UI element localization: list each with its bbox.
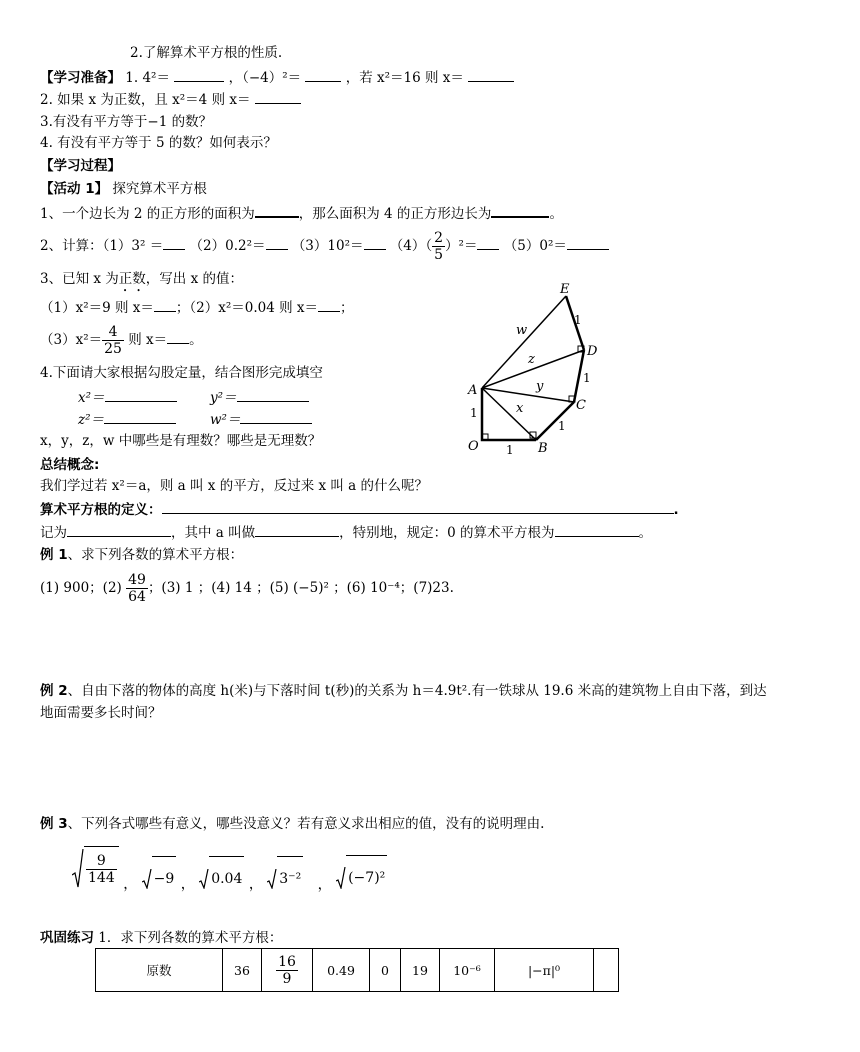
blank-field[interactable] (255, 90, 301, 104)
activity1-heading (40, 180, 207, 198)
blank-field[interactable] (318, 298, 340, 312)
ex1-heading (40, 546, 243, 564)
radical-sign-icon (142, 869, 152, 889)
ex3-radicals (72, 846, 387, 907)
blank-field[interactable] (305, 68, 341, 82)
label-w: w (516, 323, 528, 338)
prep-q1a: 1. 4²＝ (125, 70, 170, 86)
a3-p3-text: （3）x²＝ (40, 332, 103, 348)
blank-field[interactable] (163, 236, 185, 250)
blank-field[interactable] (104, 410, 176, 424)
fraction: $\frac{2}{5}$ (434, 230, 444, 263)
a1-end: 。 (549, 206, 563, 222)
a2-p4b: ）²＝ (445, 238, 478, 254)
a3-p3 (40, 320, 203, 360)
a1-text2: ，那么面积为 4 的正方形边长为 (298, 206, 492, 222)
practice-text: 1．求下列各数的算术平方根： (94, 930, 283, 946)
separator: ， (123, 876, 138, 893)
label-one: 1 (506, 443, 514, 457)
notation-line (40, 523, 652, 542)
table-cell: |−π|⁰ (495, 949, 594, 992)
radical-expression: −9 (142, 856, 177, 901)
definition-label: 算术平方根的定义： (40, 502, 162, 518)
radical-sign-icon (72, 849, 84, 889)
blank-field[interactable] (67, 523, 171, 537)
table-header-cell: 原数 (96, 949, 223, 992)
blank-field[interactable] (154, 298, 176, 312)
blank-field[interactable] (237, 388, 309, 402)
label-one: 1 (558, 419, 566, 433)
separator: ， (317, 876, 332, 893)
label-e: E (560, 282, 570, 297)
a3-p1-text: （1）x²＝9 则 x＝ (40, 300, 154, 316)
blank-field[interactable] (167, 330, 189, 344)
blank-field[interactable] (491, 203, 549, 218)
separator: ， (248, 876, 263, 893)
blank-field[interactable] (240, 410, 312, 424)
table-cell: 19 (401, 949, 440, 992)
radical-expression: 0.04 (199, 856, 244, 901)
pythagorean-spiral-figure (466, 282, 606, 462)
ex1-items-b: ；(3) 1 ；(4) 14 ；(5) (−5)² ；(6) 10⁻⁴；(7)23. (147, 580, 454, 596)
prep-q1 (40, 68, 514, 87)
prep-q2-text: 2. 如果 x 为正数，且 x²＝4 则 x＝ (40, 92, 251, 108)
table-cell (594, 949, 619, 992)
blank-field[interactable] (266, 236, 288, 250)
table-cell: 10⁻⁶ (440, 949, 495, 992)
a2-p2: （2）0.2²＝ (189, 238, 266, 254)
a2-p4: （4）（ (389, 238, 433, 254)
a4-w2: w²＝ (210, 410, 312, 429)
ex2-tag: 例 2 (40, 683, 68, 699)
a3-p3-end: 。 (189, 332, 203, 348)
prep-q1c: ，若 x²＝16 则 x＝ (345, 70, 464, 86)
label-z: z (528, 352, 535, 367)
a2-lead: 2、计算：（1）3² ＝ (40, 238, 164, 254)
label-one: 1 (470, 406, 478, 420)
ex1-items (40, 566, 454, 610)
a3-p2-end: ； (340, 300, 354, 316)
a3-lead: 3、已知 x 为 (40, 271, 119, 287)
label-c: C (576, 398, 586, 413)
radical-sign-icon (199, 869, 209, 889)
note1: 记为 (40, 525, 67, 541)
practice-table (95, 948, 619, 992)
table-cell: $\frac{16}{9}$ (262, 949, 313, 992)
a2-p3: （3）10²＝ (291, 238, 364, 254)
a3-p3b-text: 则 x＝ (123, 332, 168, 348)
definition-end: . (673, 502, 679, 518)
blank-field[interactable] (105, 388, 177, 402)
ex3-text: 、下列各式哪些有意义，哪些没意义？若有意义求出相应的值，没有的说明理由. (67, 816, 545, 832)
blank-field[interactable] (174, 68, 224, 82)
label-o: O (468, 439, 479, 454)
a3-line (40, 270, 243, 295)
activity1-title: 探究算术平方根 (112, 181, 207, 197)
figure-segment-bc (536, 402, 574, 440)
a2-p5: （5）0²＝ (503, 238, 567, 254)
summary-tag: 总结概念: (40, 457, 100, 473)
a3-tail: ，写出 x 的值： (145, 271, 243, 287)
fraction: $\frac{49}{64}$ (128, 572, 146, 605)
ex1-items-a: (1) 900；(2) (40, 580, 122, 596)
table-row (96, 949, 619, 992)
note2: ，其中 a 叫做 (171, 525, 256, 541)
label-y: y (536, 379, 544, 394)
blank-field[interactable] (477, 236, 499, 250)
practice-tag: 巩固练习 (40, 930, 94, 946)
radical-sign-icon (267, 869, 277, 889)
prep-q2 (40, 90, 301, 109)
prep-q4: 4. 有没有平方等于 5 的数？如何表示？ (40, 135, 277, 151)
prep-q1b: ，（−4）²＝ (228, 70, 302, 86)
prep-q3: 3.有没有平方等于−1 的数？ (40, 114, 213, 130)
a4-question: x，y，z，w 中哪些是有理数？哪些是无理数？ (40, 433, 322, 449)
a4-z2: z²＝ (78, 410, 176, 429)
blank-field[interactable] (364, 236, 386, 250)
separator: ， (180, 876, 195, 893)
ex1-tag: 例 1 (40, 547, 68, 563)
a3-p1 (40, 298, 354, 317)
ex3-heading (40, 815, 544, 833)
table-cell: 0.49 (313, 949, 370, 992)
label-a: A (468, 383, 478, 398)
blank-field[interactable] (567, 236, 609, 250)
blank-field[interactable] (255, 523, 339, 537)
figure-line-w (482, 296, 566, 388)
label-b: B (538, 441, 548, 456)
label-one: 1 (583, 371, 591, 385)
figure-line-y (482, 388, 574, 402)
a2-line (40, 224, 609, 268)
radical-expression: 3⁻² (267, 856, 303, 901)
radical-expression: (−7)² (336, 855, 387, 900)
ex1-text: 、求下列各数的算术平方根： (67, 547, 244, 563)
label-d: D (587, 344, 598, 359)
a4-x2: x²＝ (78, 388, 177, 407)
radical-sign-icon (336, 867, 346, 889)
a3-emph: 正数 (118, 271, 146, 287)
a3-p2-text: ；（2）x²＝0.04 则 x＝ (175, 300, 319, 316)
fraction: $\frac{4}{25}$ (104, 324, 122, 357)
radical-expression: $\frac{9}{144}$ (72, 846, 119, 891)
ex2-line2: 地面需要多长时间？ (40, 705, 162, 721)
note-end: 。 (638, 525, 653, 541)
table-cell: 0 (370, 949, 401, 992)
definition-line (40, 500, 679, 519)
table-cell: 36 (223, 949, 262, 992)
blank-field[interactable] (162, 500, 674, 514)
a1-line (40, 203, 563, 223)
goal-line: 2.了解算术平方根的性质. (130, 45, 283, 61)
blank-field[interactable] (555, 523, 639, 537)
label-x: x (516, 401, 524, 416)
ex3-tag: 例 3 (40, 816, 68, 832)
process-tag: 【学习过程】 (40, 158, 121, 174)
a4-y2: y²＝ (210, 388, 309, 407)
blank-field[interactable] (468, 68, 514, 82)
ex2-line1 (40, 682, 767, 700)
figure-line-x (482, 388, 536, 440)
label-one: 1 (574, 313, 582, 327)
ex2-text: 、自由下落的物体的高度 h(米)与下落时间 t(秒)的关系为 h＝4.9t².有一铁球从 19.6 米高的建筑物上自由下落，到达 (67, 683, 767, 699)
prep-tag: 【学习准备】 (40, 70, 121, 86)
practice-heading (40, 929, 282, 947)
note3: ，特别地，规定：0 的算术平方根为 (339, 525, 555, 541)
blank-field[interactable] (255, 203, 299, 218)
a1-text1: 1、一个边长为 2 的正方形的面积为 (40, 206, 255, 222)
activity1-tag: 【活动 1】 (40, 181, 109, 197)
a4-text: 4.下面请大家根据勾股定量，结合图形完成填空 (40, 365, 323, 381)
summary-text: 我们学过若 x²＝a，则 a 叫 x 的平方，反过来 x 叫 a 的什么呢？ (40, 478, 429, 494)
